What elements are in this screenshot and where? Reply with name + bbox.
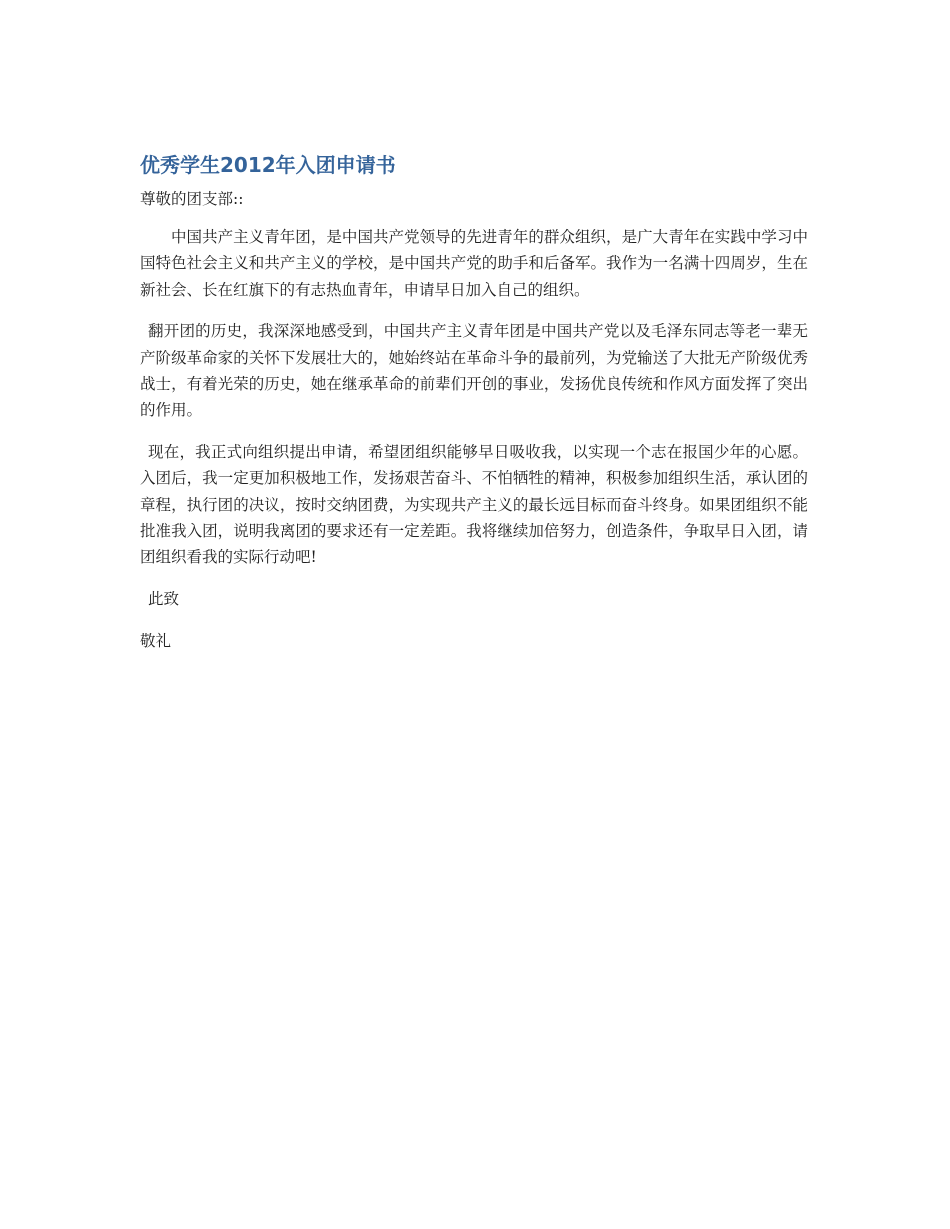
closing-phrase: 此致 — [148, 589, 180, 608]
paragraph-1: 中国共产主义青年团，是中国共产党领导的先进青年的群众组织，是广大青年在实践中学习中国特色社会主义和共产主义的学校，是中国共产党的助手和后备军。我作为一名满十四周岁，生在新社会、长在红旗下的有志热血青年，申请早日加入自己的组织。 — [140, 228, 808, 299]
salutation: 尊敬的团支部:: — [140, 190, 244, 208]
document-title: 优秀学生2012年入团申请书 — [140, 153, 396, 177]
paragraph-2: 翻开团的历史，我深深地感受到，中国共产主义青年团是中国共产党以及毛泽东同志等老一辈无产阶级革命家的关怀下发展壮大的，她始终站在革命斗争的最前列，为党输送了大批无产阶级优秀战士，有着光荣的历史，她在继承革命的前辈们开创的事业，发扬优良传统和作风方面发挥了突出的作用。 — [140, 322, 808, 420]
paragraph-3: 现在，我正式向组织提出申请，希望团组织能够早日吸收我，以实现一个志在报国少年的心愿。入团后，我一定更加积极地工作，发扬艰苦奋斗、不怕牺牲的精神，积极参加组织生活，承认团的章程，执行团的决议，按时交纳团费，为实现共产主义的最长远目标而奋斗终身。如果团组织不能批准我入团，说明我离团的要求还有一定差距。我将继续加倍努力，创造条件，争取早日入团，请团组织看我的实际行动吧! — [140, 442, 808, 567]
document-page — [140, 150, 808, 654]
regards-phrase: 敬礼 — [140, 631, 172, 650]
